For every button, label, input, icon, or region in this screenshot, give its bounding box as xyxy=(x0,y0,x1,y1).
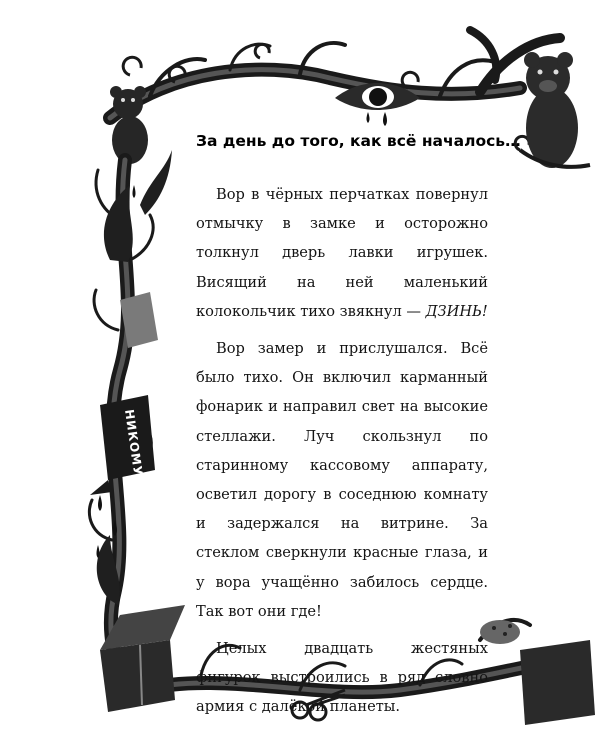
banner-text: НИКОМУ xyxy=(122,408,146,478)
teddy-bear-icon xyxy=(524,52,578,168)
paragraph: Целых двадцать жестяных фигурок выстроились в ряд словно армия с далёкой планеты. xyxy=(196,640,488,716)
flame-leaves xyxy=(97,150,172,605)
emphasis-text: ДЗИНЬ! xyxy=(425,302,488,320)
paragraph: Вор в чёрных перчатках повернул отмычку в замке и осторожно толкнул дверь лавки игрушек. Висящий на ней маленький колокольчик тихо звякнул — ДЗИНЬ! xyxy=(196,186,488,320)
story-text xyxy=(196,180,488,730)
ribbon-banner-icon xyxy=(90,292,158,495)
top-vine-branch xyxy=(110,30,560,118)
page-title: За день до того, как всё началось… xyxy=(196,132,521,150)
paragraph: Вор замер и прислушался. Всё было тихо. Он включил карманный фонарик и направил свет на высокие стеллажи. Луч скользнул по старинному кассовому аппарату, осветил дорогу в соседнюю комнату и задержался на витрине. За стеклом сверкнули красные глаза, и у вора учащённо забилось сердце. Так вот они где! xyxy=(196,340,488,620)
